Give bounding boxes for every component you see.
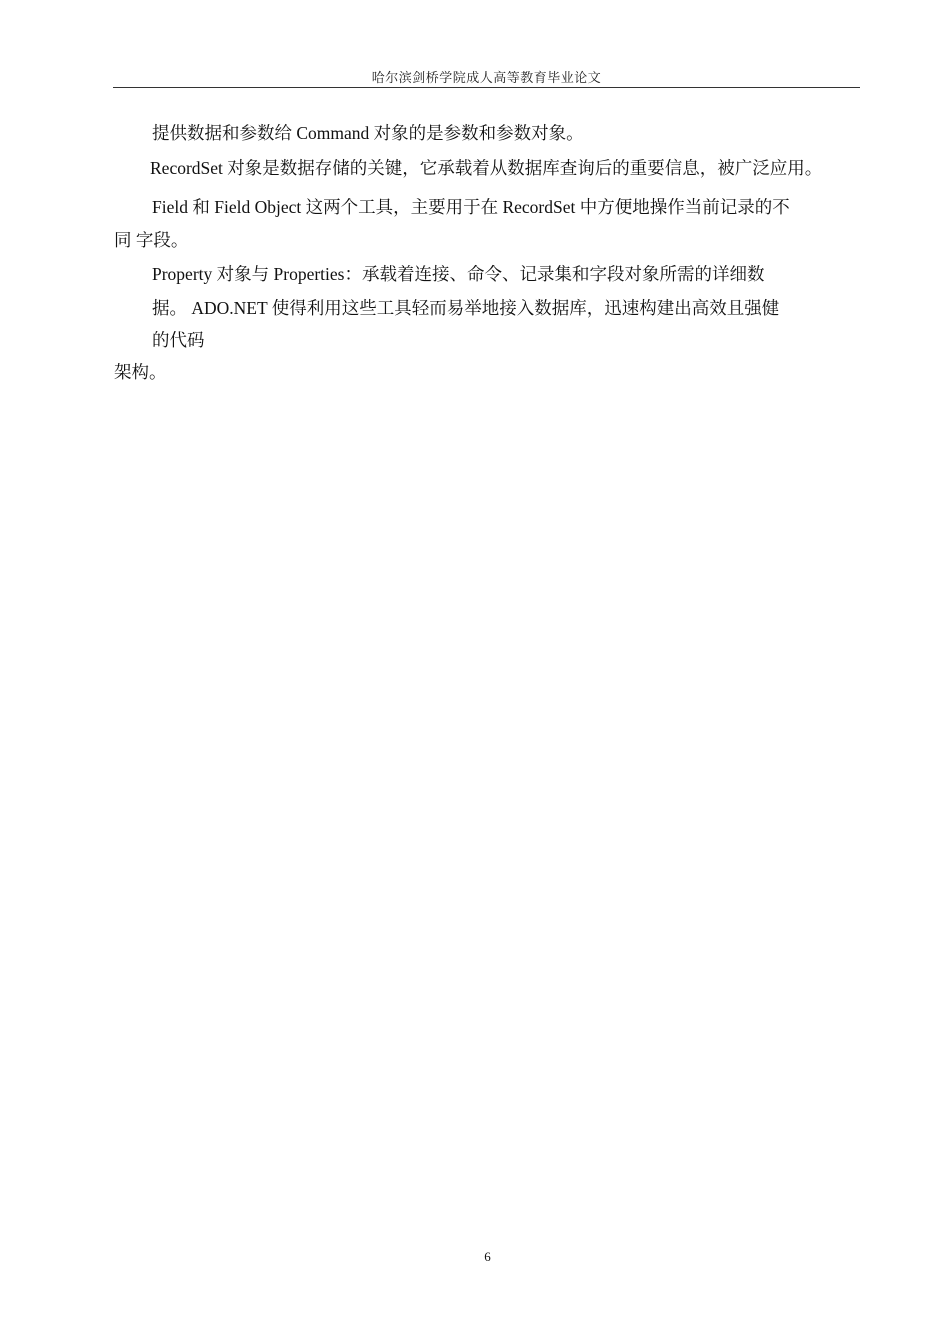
header-rule	[113, 87, 860, 88]
paragraph-line: Field 和 Field Object 这两个工具，主要用于在 RecordSet 中方便地操作当前记录的不	[152, 197, 790, 217]
page-header-title: 哈尔滨剑桥学院成人高等教育毕业论文	[371, 70, 602, 85]
paragraph-line: RecordSet 对象是数据存储的关键，它承载着从数据库查询后的重要信息，被广泛应用。	[150, 158, 823, 178]
paragraph-line: 的代码	[152, 330, 205, 350]
paragraph-line: 提供数据和参数给 Command 对象的是参数和参数对象。	[152, 123, 584, 143]
paragraph-line: 架构。	[114, 362, 167, 382]
paragraph-line: Property 对象与 Properties：承载着连接、命令、记录集和字段对象所需的详细数	[152, 264, 765, 284]
page-number: 6	[484, 1249, 491, 1264]
paragraph-line: 据。 ADO.NET 使得利用这些工具轻而易举地接入数据库，迅速构建出高效且强健	[152, 298, 780, 318]
paragraph-line: 同 字段。	[114, 230, 189, 250]
